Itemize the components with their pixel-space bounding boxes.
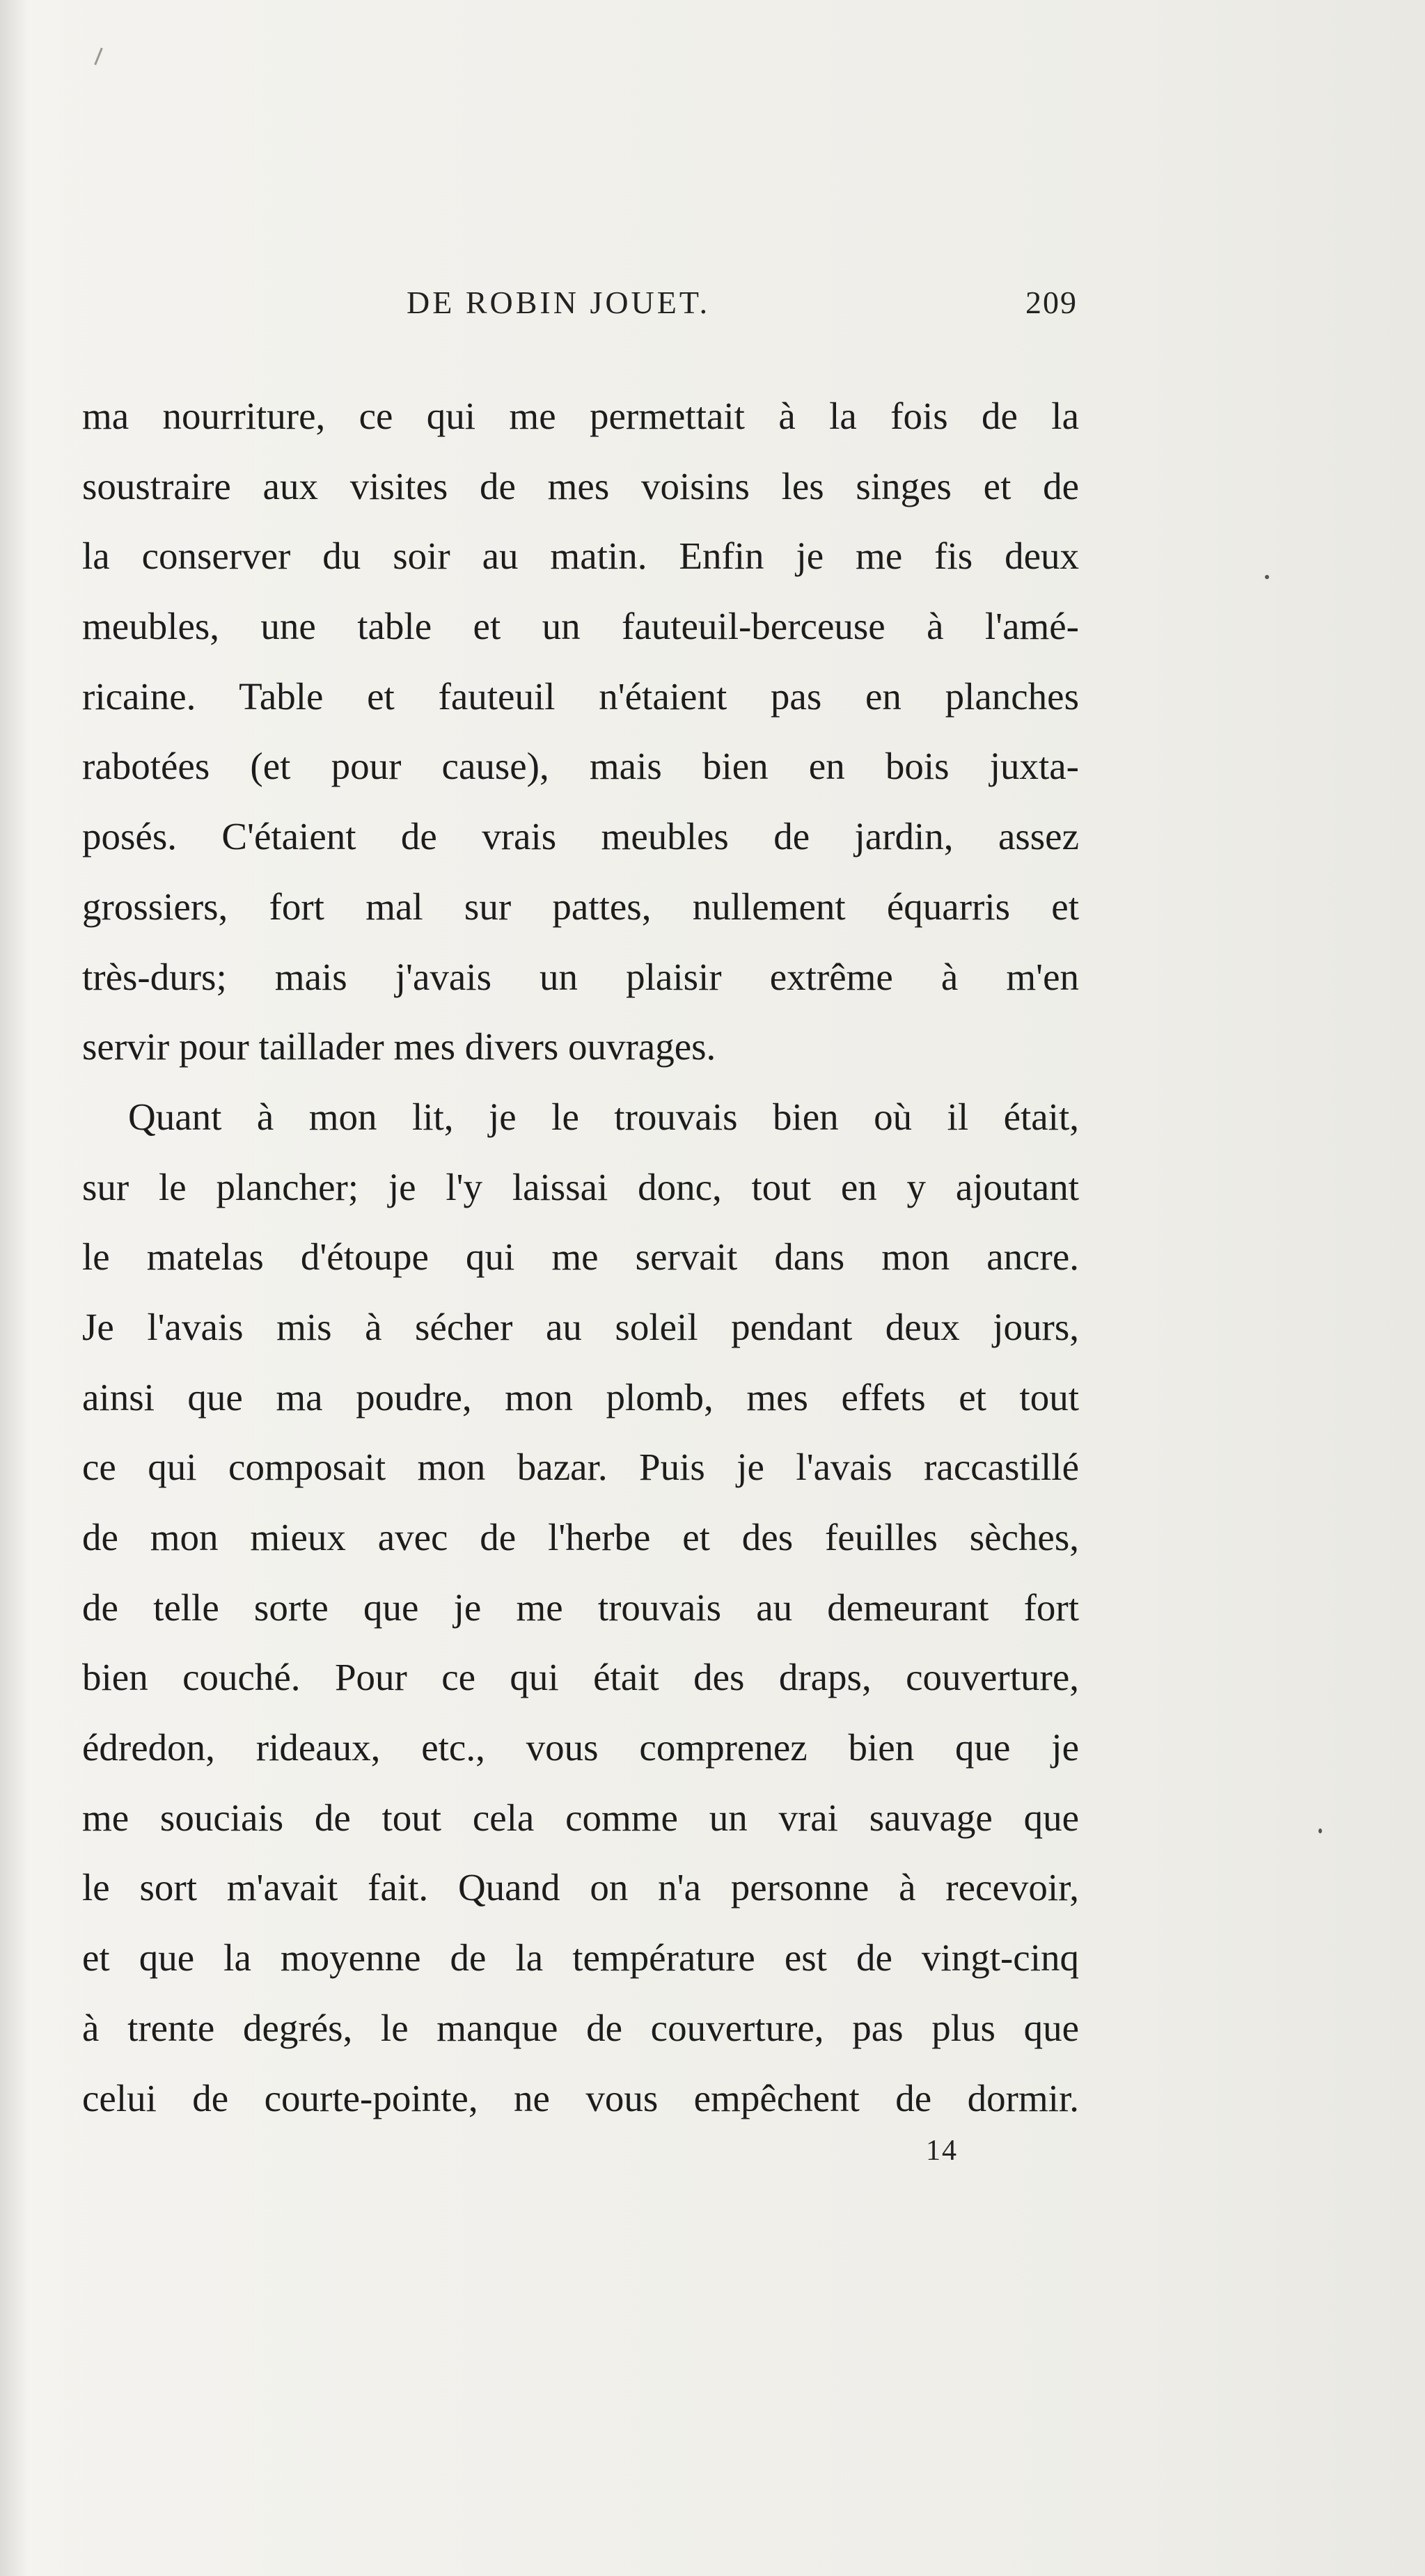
text-line: à trente degrés, le manque de couverture, pas plus que: [82, 2006, 1079, 2049]
text-line: de mon mieux avec de l'herbe et des feuilles sèches,: [82, 1516, 1079, 1558]
gutter-shadow: [0, 0, 28, 2576]
text-line: très-durs; mais j'avais un plaisir extrême à m'en: [82, 955, 1079, 998]
text-line: bien couché. Pour ce qui était des draps, couverture,: [82, 1656, 1079, 1699]
paper-speck: [1265, 575, 1269, 579]
text-line: édredon, rideaux, etc., vous comprenez bien que je: [82, 1726, 1079, 1769]
text-line: rabotées (et pour cause), mais bien en bois juxta-: [82, 745, 1079, 788]
text-line: la conserver du soir au matin. Enfin je me fis deux: [82, 535, 1079, 578]
text-line: le sort m'avait fait. Quand on n'a personne à recevoir,: [82, 1866, 1079, 1909]
body-text: [82, 381, 1079, 2133]
text-line: ricaine. Table et fauteuil n'étaient pas en planches: [82, 674, 1079, 718]
signature-mark: 14: [926, 2135, 958, 2167]
text-line: Quant à mon lit, je le trouvais bien où il était,: [128, 1095, 1079, 1138]
text-line: meubles, une table et un fauteuil-berceuse à l'amé-: [82, 605, 1079, 648]
text-line: ainsi que ma poudre, mon plomb, mes effets et tout: [82, 1375, 1079, 1419]
text-line: sur le plancher; je l'y laissai donc, tout en y ajoutant: [82, 1165, 1079, 1208]
text-line: me souciais de tout cela comme un vrai sauvage que: [82, 1796, 1079, 1839]
pencil-mark: [94, 47, 103, 65]
text-line: ma nourriture, ce qui me permettait à la fois de la: [82, 395, 1079, 437]
page-number: 209: [1025, 285, 1078, 320]
text-line: servir pour taillader mes divers ouvrages.: [82, 1025, 716, 1068]
text-line: ce qui composait mon bazar. Puis je l'avais raccastillé: [82, 1446, 1079, 1489]
text-line: Je l'avais mis à sécher au soleil pendant deux jours,: [82, 1305, 1079, 1348]
text-line: posés. C'étaient de vrais meubles de jardin, assez: [82, 815, 1079, 858]
text-line: grossiers, fort mal sur pattes, nullement équarris et: [82, 885, 1079, 928]
text-line: de telle sorte que je me trouvais au demeurant fort: [82, 1586, 1079, 1629]
text-line: soustraire aux visites de mes voisins les singes et de: [82, 464, 1079, 507]
text-line: celui de courte-pointe, ne vous empêchent de dormir.: [82, 2076, 1079, 2119]
running-head: [82, 284, 1078, 333]
paper-speck: [1318, 1828, 1322, 1833]
text-line: le matelas d'étoupe qui me servait dans mon ancre.: [82, 1235, 1079, 1279]
text-line: et que la moyenne de la température est de vingt-cinq: [82, 1936, 1079, 1980]
running-title: DE ROBIN JOUET.: [407, 285, 711, 320]
